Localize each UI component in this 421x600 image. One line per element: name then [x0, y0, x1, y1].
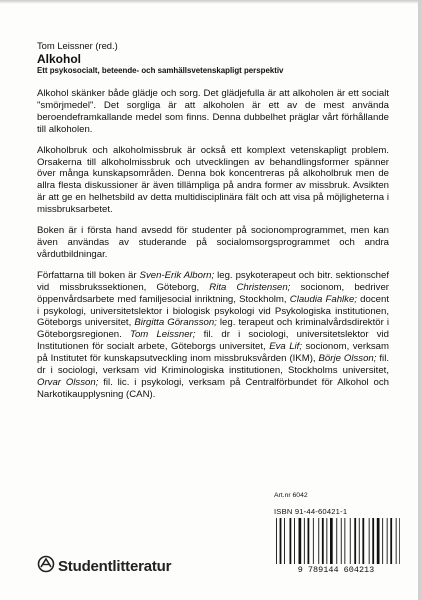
barcode-digits: 9 789144 604213 — [297, 565, 375, 573]
book-subtitle: Ett psykosocialt, beteende- och samhällsvetenskapligt perspektiv — [37, 66, 284, 75]
author-name: Eva Lif; — [269, 341, 303, 353]
editor-line: Tom Leissner (red.) — [37, 40, 118, 51]
paragraph-intro: Alkohol skänker både glädje och sorg. Det glädjefulla är att alkoholen är ett socialt "smörjmedel". Det sorgliga är att alkoholen är ett av de mest använda beroendeframkallande medel som finns. Denna dubbelhet präglar vårt förhållande till alkoholen. — [37, 88, 389, 135]
author-description: docent i psykologi, universitetslektor i biologisk psykologi vid Psykologiska institutionen, Göteborgs universitet, — [37, 293, 389, 329]
author-description: fil. dr i sociologi, universitetslektor vid Institutionen för socialt arbete, Göteborgs universitet, — [37, 329, 389, 353]
author-name: Rita Christensen; — [209, 281, 291, 293]
author-description: leg. terapeut och kriminalvårdsdirektör i Göteborgsregionen. — [37, 317, 389, 341]
paragraph-audience: Boken är i första hand avsedd för studenter på socionomprogrammet, men kan även användas av studerande på socialomsorgsprogrammet och andra vårdutbildningar. — [37, 225, 389, 260]
paragraph-authors — [37, 270, 389, 401]
author-description: socionom, bedriver öppenvårdsarbete med familjesocial inriktning, Stockholm, — [37, 281, 389, 305]
studentlitteratur-logo-icon — [37, 555, 55, 578]
author-name: Birgitta Göransson; — [134, 317, 217, 329]
author-name: Orvar Olsson; — [37, 376, 99, 388]
author-description: leg. psykoterapeut och bitr. sektionschef vid missbrukssektionen, Göteborg, — [37, 269, 389, 293]
author-name: Claudia Fahlke; — [289, 293, 357, 305]
author-name: Börje Olsson; — [318, 353, 377, 365]
author-description: Författarna till boken är — [37, 269, 140, 281]
isbn: ISBN 91-44-60421-1 — [274, 507, 348, 516]
author-description: fil. dr i sociologi, verksam vid Kriminologiska institutionen, Stockholms universitet, — [37, 353, 389, 377]
barcode — [272, 518, 400, 573]
publisher-name: Studentlitteratur — [58, 558, 172, 575]
author-description: fil. lic. i psykologi, verksam på Centralförbundet för Alkohol och Narkotikaupplysning (CAN). — [37, 376, 389, 400]
paragraph-problem: Alkoholbruk och alkoholmissbruk är också ett komplext vetenskapligt problem. Orsakerna till alkoholmissbruk och utvecklingen av behandlingsformer spänner över många kunskapsområden. Denna bok koncentreras på alkoholbruk men de allra flesta diskussioner är även tillämpliga på andra former av missbruk. Avsikten är att ge en helhetsbild av detta multidisciplinära fält och att visa på möjligheterna i missbruksarbetet. — [37, 144, 389, 216]
author-description: socionom, verksam på Institutet för kunskapsutveckling inom missbruksvården (IKM), — [37, 341, 389, 365]
book-title: Alkohol — [37, 52, 81, 66]
cover-text — [37, 40, 389, 410]
publisher-logo — [37, 555, 171, 578]
author-name: Sven-Erik Alborn; — [139, 269, 215, 281]
barcode-number — [272, 564, 400, 573]
article-number: Art.nr 6042 — [274, 492, 308, 499]
barcode-bars — [272, 518, 400, 564]
author-name: Tom Leissner; — [129, 329, 196, 341]
